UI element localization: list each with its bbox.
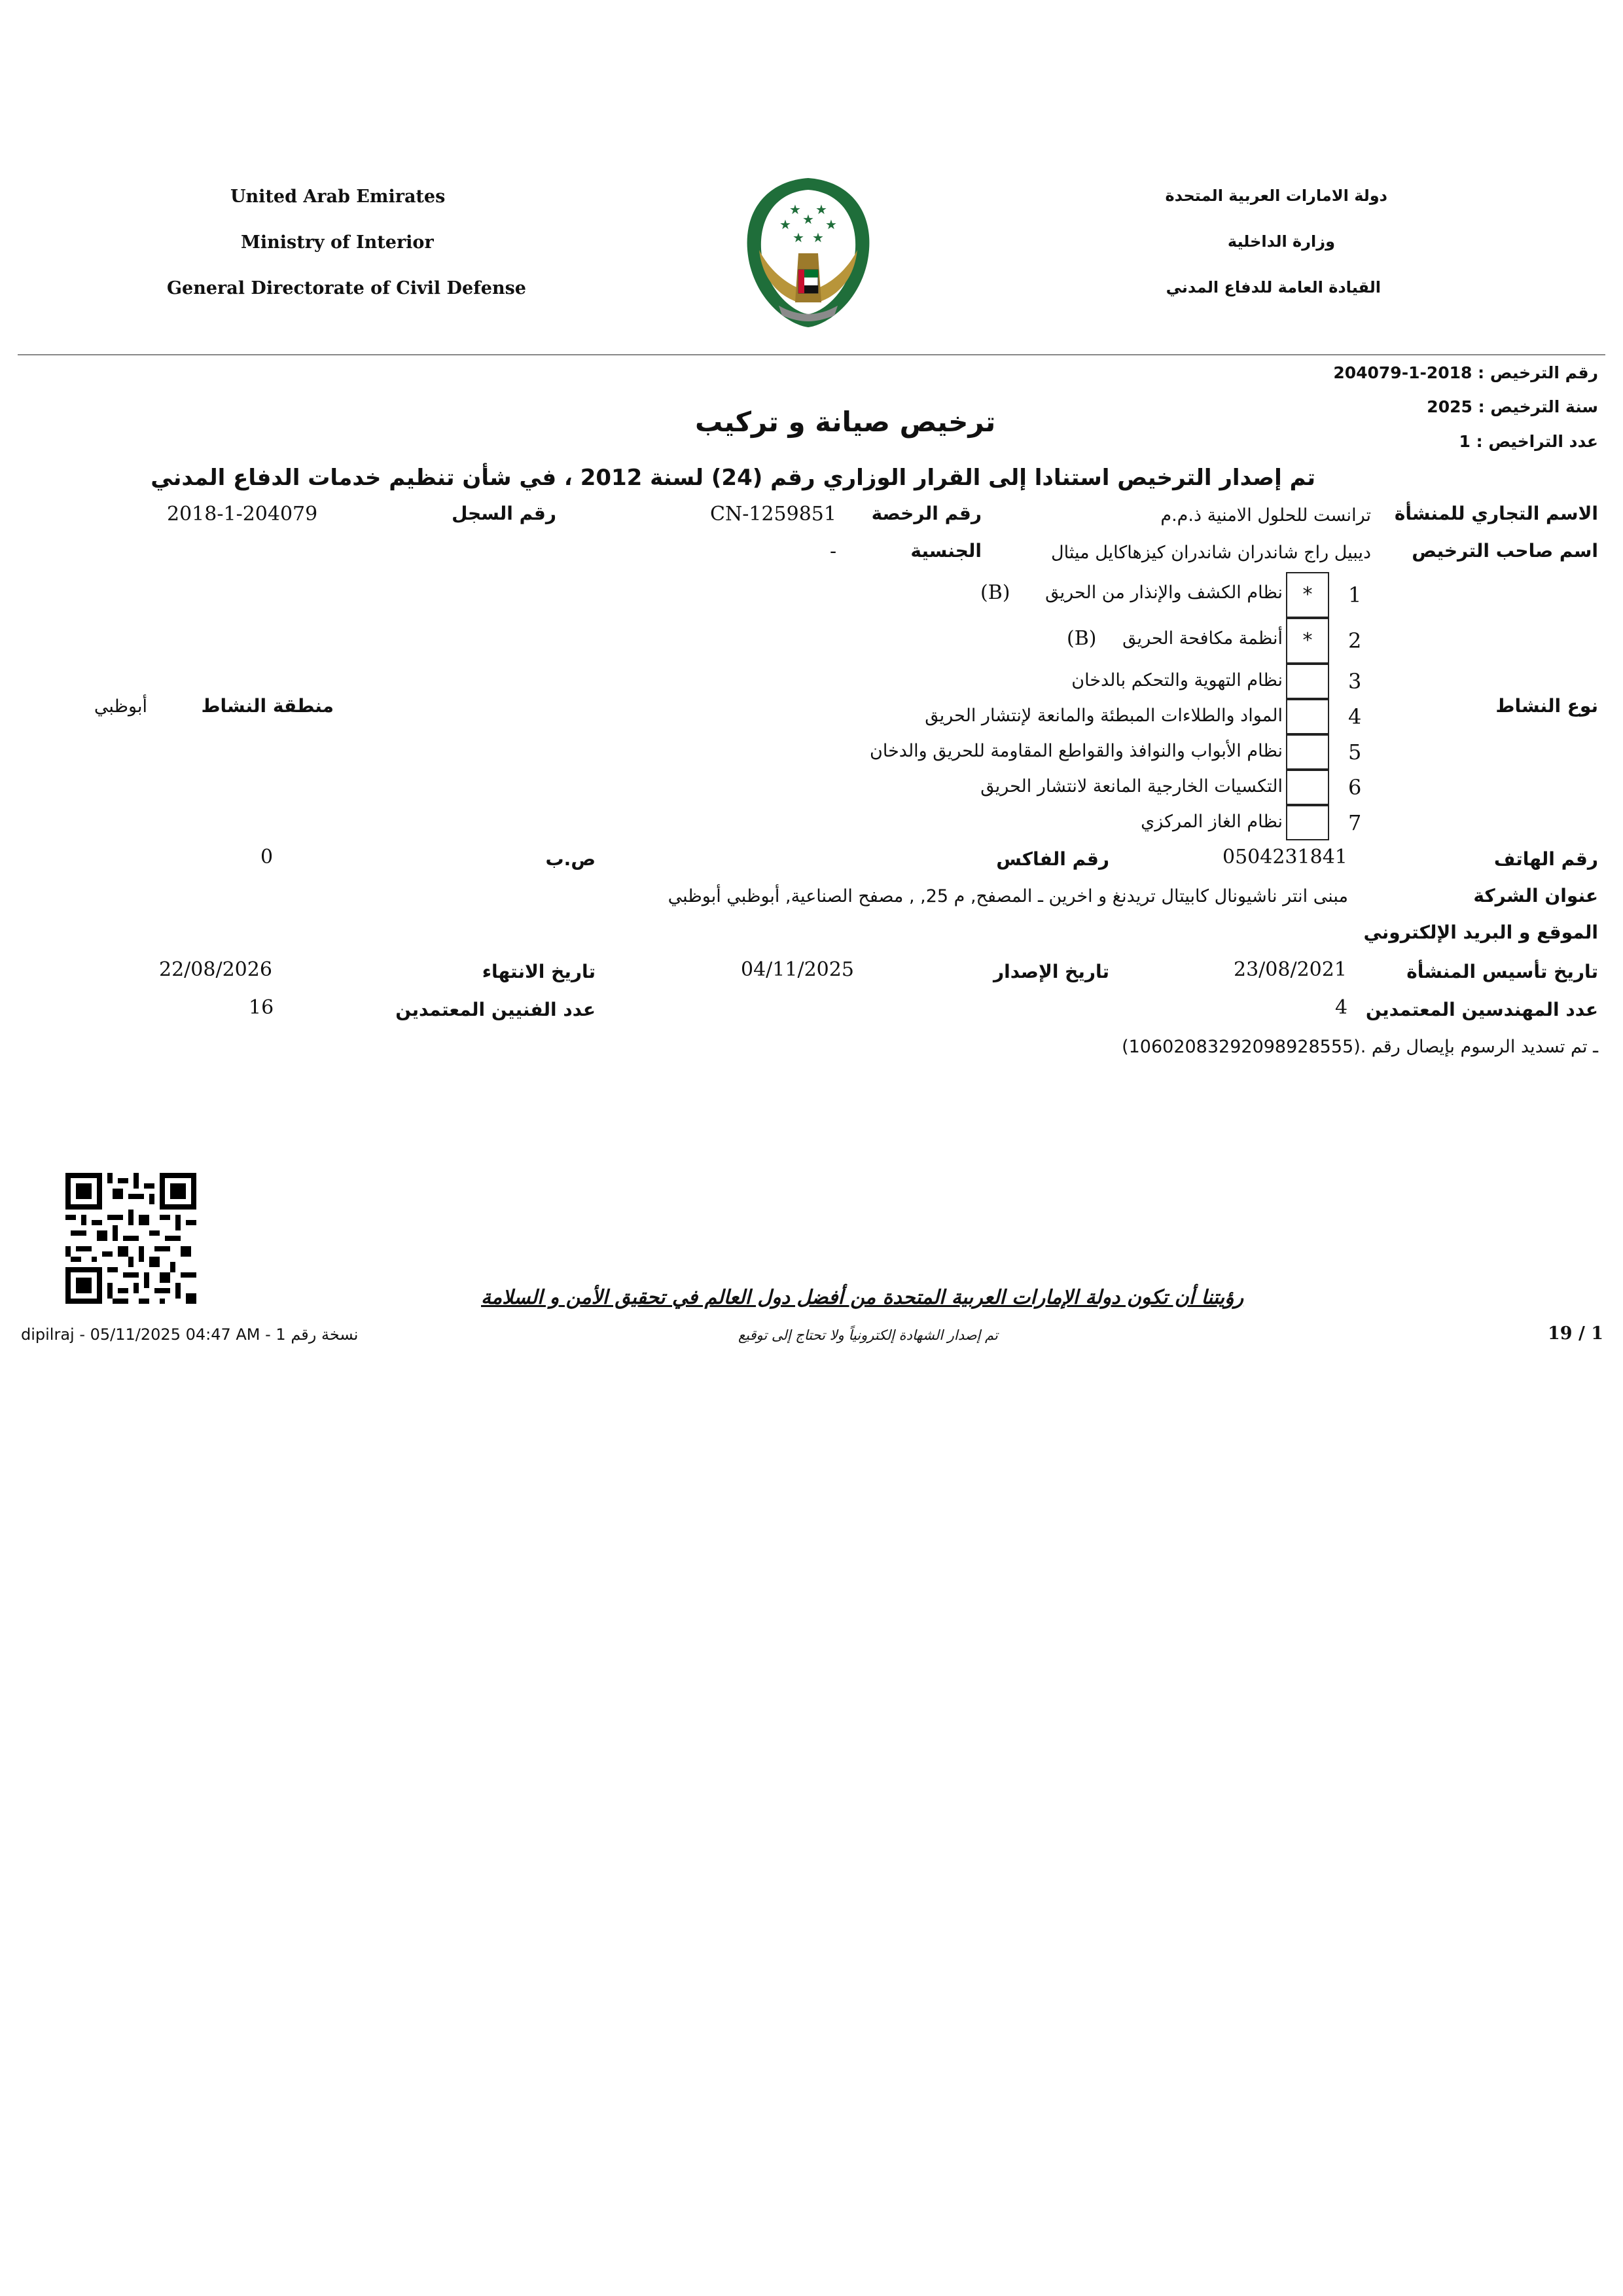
activity-6-number: 6 [1348,775,1362,800]
established-label: تاريخ تأسيس المنشأة [1406,961,1598,982]
owner-value: ديبيل راج شاندران شاندران كيزهاكايل ميثال [1051,543,1371,563]
activity-1-number: 1 [1348,583,1362,607]
nationality-value: - [830,540,837,563]
header-ar-directorate: القيادة العامة للدفاع المدني [1166,278,1381,296]
technicians-value: 16 [249,996,274,1019]
owner-label: اسم صاحب الترخيص [1412,540,1598,562]
activity-1-check: * [1286,572,1329,618]
website-email-label: الموقع و البريد الإلكتروني [1363,922,1598,943]
qr-code-icon [65,1173,196,1304]
header-en-country: United Arab Emirates [230,187,446,207]
svg-text:★: ★ [825,217,837,232]
activity-7-check [1286,805,1329,840]
header-ar-country: دولة الامارات العربية المتحدة [1165,187,1387,205]
address-value: مبنى انتر ناشيونال كابيتال تريدنغ و اخرين ـ المصفح, م 25, , مصفح الصناعية, أبوظبي أبوظبي [668,886,1348,906]
activity-2-number: 2 [1348,628,1362,653]
header-en-directorate: General Directorate of Civil Defense [167,278,526,298]
activity-1-label: نظام الكشف والإنذار من الحريق [1045,583,1283,603]
footer-copy-info: dipilraj - 05/11/2025 04:47 AM - 1 نسخة رقم [21,1325,359,1344]
phone-value: 0504231841 [1222,846,1347,869]
activity-6-check [1286,770,1329,805]
issue-date-label: تاريخ الإصدار [993,961,1109,982]
activity-5-number: 5 [1348,740,1362,764]
activity-3-number: 3 [1348,669,1362,694]
activity-2-grade: (B) [1067,627,1097,650]
footer-slogan: رؤيتنا أن تكون دولة الإمارات العربية المتحدة من أفضل دول العالم في تحقيق الأمن و السلامة [481,1286,1244,1309]
svg-text:★: ★ [789,202,801,217]
license-number-value: CN-1259851 [710,503,836,526]
fees-note: ـ تم تسديد الرسوم بإيصال رقم .(10602083292098928555) [1122,1037,1598,1057]
svg-text:★: ★ [793,230,804,245]
trade-name-value: ترانست للحلول الامنية ذ.م.م [1160,505,1371,526]
activity-4-check [1286,699,1329,734]
fax-label: رقم الفاكس [996,848,1109,870]
expiry-date-label: تاريخ الانتهاء [482,961,596,982]
uae-eagle-emblem-icon [733,171,883,332]
activity-4-label: المواد والطلاءات المبطئة والمانعة لإنتشار الحريق [925,706,1283,726]
activity-3-label: نظام التهوية والتحكم بالدخان [1071,670,1283,691]
pobox-value: 0 [260,846,274,869]
nationality-label: الجنسية [910,540,982,562]
page-subtitle: تم إصدار الترخيص استنادا إلى القرار الوزاري رقم (24) لسنة 2012 ، في شأن تنظيم خدمات الدفاع المدني [151,465,1315,491]
activity-7-label: نظام الغاز المركزي [1141,812,1283,832]
footer-page-number: 19 / 1 [1547,1323,1603,1344]
svg-text:★: ★ [812,230,824,245]
trade-name-label: الاسم التجاري للمنشأة [1394,503,1598,524]
header-divider [18,354,1605,355]
footer-electronic-note: تم إصدار الشهادة إلكترونياً ولا تحتاج إلى توقيع [738,1327,998,1343]
issue-date-value: 04/11/2025 [741,958,854,981]
license-count: عدد التراخيص : 1 [1459,432,1598,451]
activity-4-number: 4 [1348,704,1362,729]
license-year: سنة الترخيص : 2025 [1427,397,1598,416]
license-number: رقم الترخيص : 2018-1-204079 [1333,363,1598,382]
engineers-value: 4 [1335,996,1348,1019]
header-en-ministry: Ministry of Interior [241,232,434,253]
activity-type-label: نوع النشاط [1495,695,1598,717]
activity-1-grade: (B) [980,581,1010,604]
license-number-label: رقم الرخصة [871,503,982,524]
phone-label: رقم الهاتف [1493,848,1598,870]
pobox-label: ص.ب [545,848,596,870]
svg-text:★: ★ [802,211,814,227]
activity-3-check [1286,664,1329,699]
activity-area-label: منطقة النشاط [201,695,334,717]
activity-5-check [1286,734,1329,770]
established-value: 23/08/2021 [1234,958,1347,981]
technicians-label: عدد الفنيين المعتمدين [395,999,596,1020]
activity-area-value: أبوظبي [94,696,147,717]
header-ar-ministry: وزارة الداخلية [1227,232,1335,251]
page-title: ترخيص صيانة و تركيب [695,406,996,438]
registry-label: رقم السجل [452,503,556,524]
activity-2-check: * [1286,618,1329,664]
svg-text:★: ★ [779,217,791,232]
expiry-date-value: 22/08/2026 [159,958,272,981]
activity-7-number: 7 [1348,810,1362,835]
registry-value: 2018-1-204079 [167,503,318,526]
activity-5-label: نظام الأبواب والنوافذ والقواطع المقاومة للحريق والدخان [870,741,1283,761]
activity-2-label: أنظمة مكافحة الحريق [1122,628,1283,649]
address-label: عنوان الشركة [1473,885,1598,906]
engineers-label: عدد المهندسين المعتمدين [1365,999,1598,1020]
svg-text:★: ★ [815,202,827,217]
activity-6-label: التكسيات الخارجية المانعة لانتشار الحريق [980,776,1283,797]
